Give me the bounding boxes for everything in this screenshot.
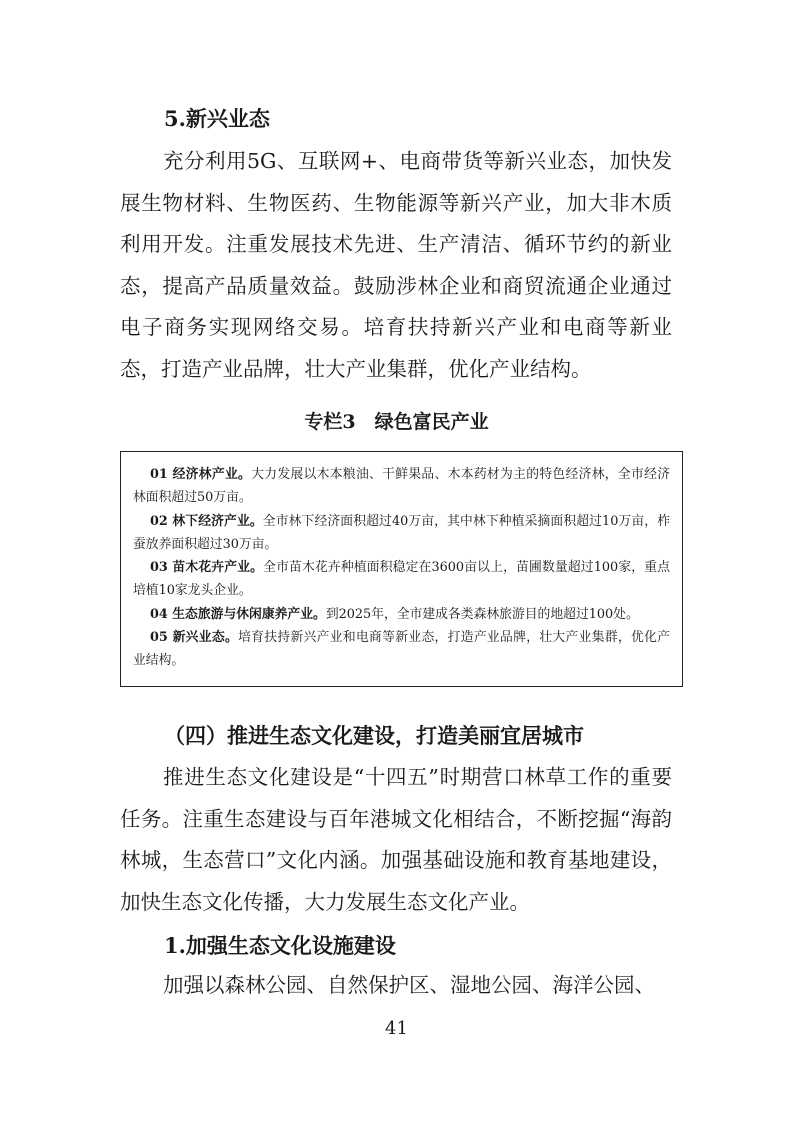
heading-culture-facilities: 1.加强生态文化设施建设: [164, 933, 396, 958]
box-item-text: 全市苗木花卉种植面积稳定在3600亩以上，苗圃数量超过100家，重点培植10家龙头企业。: [133, 560, 671, 599]
box-item-label: 03 苗木花卉产业。: [150, 560, 264, 576]
box-item: [133, 556, 670, 603]
paragraph-new-business-forms: 充分利用5G、互联网+、电商带货等新兴业态，加快发展生物材料、生物医药、生物能源等新兴产业，加大非木质利用开发。注重发展技术先进、生产清洁、循环节约的新业态，提高产品质量效益。鼓励涉林企业和商贸流通企业通过电子商务实现网络交易。培育扶持新兴产业和电商等新业态，打造产业品牌，壮大产业集群，优化产业结构。: [120, 149, 672, 381]
box-item-text: 培育扶持新兴产业和电商等新业态，打造产业品牌，壮大产业集群，优化产业结构。: [133, 630, 671, 669]
box-item: [133, 510, 670, 557]
box-item: [133, 626, 670, 673]
paragraph-ecological-culture: 推进生态文化建设是“十四五”时期营口林草工作的重要任务。注重生态建设与百年港城文化相结合，不断挖掘“海韵林城，生态营口”文化内涵。加强基础设施和教育基地建设，加快生态文化传播，大力发展生态文化产业。: [120, 765, 672, 914]
box-item-label: 05 新兴业态。: [150, 630, 239, 646]
box-item-label: 02 林下经济产业。: [150, 513, 263, 529]
box-item-label: 04 生态旅游与休闲康养产业。: [150, 606, 326, 622]
column-box-title: 专栏3 绿色富民产业: [304, 411, 489, 433]
box-item-text: 到2025年，全市建成各类森林旅游目的地超过100处。: [325, 606, 639, 622]
box-item: [133, 463, 670, 510]
section-heading-ecological-culture: （四）推进生态文化建设，打造美丽宜居城市: [164, 723, 584, 748]
heading-new-business-forms: 5.新兴业态: [164, 106, 270, 131]
page-number: 41: [385, 1018, 408, 1039]
box-item-label: 01 经济林产业。: [150, 467, 252, 482]
paragraph-culture-facilities: 加强以森林公园、自然保护区、湿地公园、海洋公园、: [163, 973, 655, 997]
box-item-text: 全市林下经济面积超过40万亩，其中林下种植采摘面积超过10万亩，柞蚕放养面积超过30万亩。: [133, 513, 671, 552]
box-item-text: 大力发展以木本粮油、干鲜果品、木本药材为主的特色经济林，全市经济林面积超过50万亩。: [133, 467, 670, 506]
box-item: [133, 603, 670, 626]
column-box: [120, 451, 683, 687]
